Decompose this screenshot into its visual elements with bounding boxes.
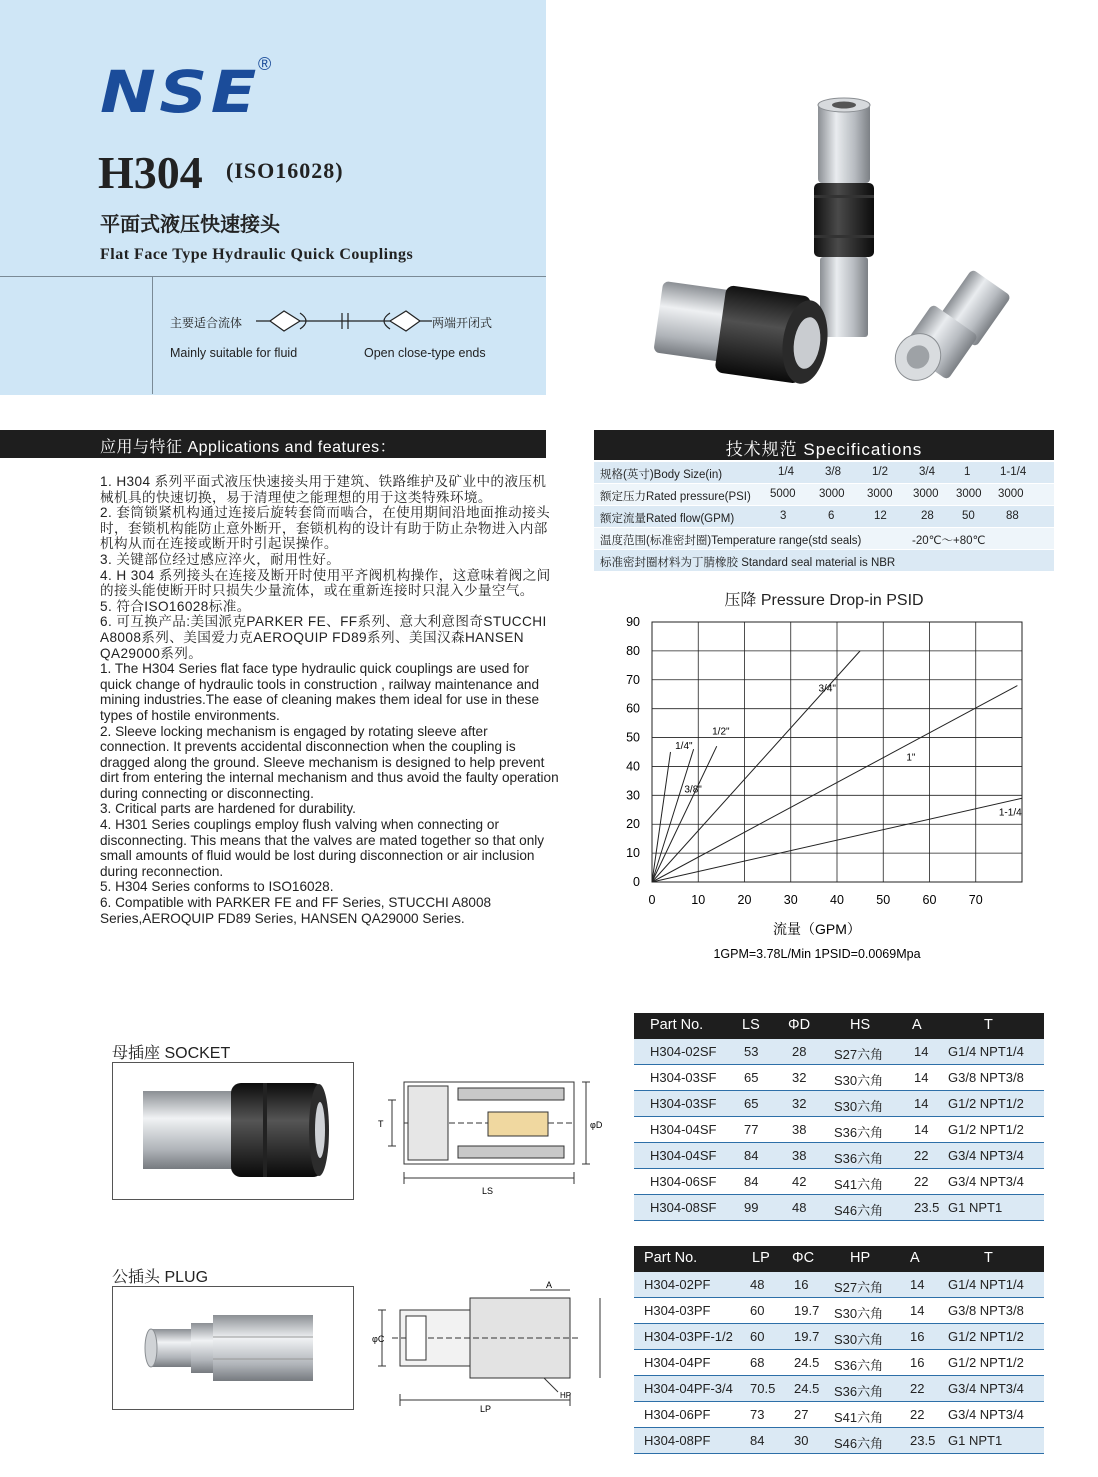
product-title-en: Flat Face Type Hydraulic Quick Couplings: [100, 246, 414, 263]
y-tick-label: 70: [626, 672, 640, 687]
socket-table-cell: S30六角: [834, 1073, 884, 1088]
socket-table-cell: 99: [744, 1200, 759, 1215]
spec-row: [594, 550, 1054, 572]
spec-row: [594, 484, 1054, 506]
y-tick-label: 50: [626, 730, 640, 745]
socket-table-row: [634, 1039, 1044, 1065]
plug-table-cell: H304-03PF: [644, 1303, 711, 1318]
a-dimension-label: A: [546, 1280, 553, 1290]
applications-item: 1. H304 系列平面式液压快速接头用于建筑、铁路维护及矿业中的液压机械机具的快速切换，易于清理使之能理想的用于这类特殊环境。: [100, 474, 547, 505]
plug-table-cell: G1/2 NPT1/2: [948, 1329, 1024, 1344]
x-tick-label: 40: [830, 893, 844, 907]
plug-table-cell: 30: [794, 1433, 809, 1448]
y-tick-label: 20: [626, 817, 640, 832]
socket-table-cell: S36六角: [834, 1125, 884, 1140]
plug-table-cell: 73: [750, 1407, 765, 1422]
plug-table-cell: S46六角: [834, 1436, 884, 1451]
socket-table-cell: 53: [744, 1044, 759, 1059]
socket-table-header: [634, 1013, 1044, 1039]
spec-value: 3000: [956, 488, 982, 500]
c-dimension-label: φC: [372, 1334, 385, 1344]
specifications-heading-bar: [594, 430, 1054, 460]
x-tick-label: 70: [968, 893, 983, 907]
applications-item: 6. 可互换产品:美国派克PARKER FE、FF系列、意大利意图奇STUCCHI A8008系列、美国爱力克AEROQUIP FD89系列、美国汉森HANSEN QA29000系列。: [100, 614, 547, 661]
socket-table-cell: S27六角: [834, 1047, 884, 1062]
socket-table-cell: 22: [914, 1174, 929, 1189]
plug-table-row: [634, 1298, 1044, 1324]
chart-title: 压降 Pressure Drop-in PSID: [724, 592, 924, 609]
spec-value: 3000: [913, 488, 939, 500]
plug-table-cell: 19.7: [794, 1303, 820, 1318]
applications-item: 5. H304 Series conforms to ISO16028.: [100, 879, 334, 895]
col-header: Part No.: [644, 1250, 698, 1266]
applications-item: 3. Critical parts are hardened for durability.: [100, 801, 356, 817]
spec-value: 5000: [770, 488, 796, 500]
fluid-label-en: Mainly suitable for fluid: [170, 346, 298, 360]
t-dimension-label: T: [378, 1119, 384, 1129]
spec-label: 规格(英寸)Body Size(in): [600, 469, 723, 481]
socket-table-cell: 32: [792, 1070, 807, 1085]
plug-table-cell: S36六角: [834, 1384, 884, 1399]
socket-table-cell: G1/2 NPT1/2: [948, 1122, 1024, 1137]
spec-value: 1: [964, 466, 971, 478]
x-tick-label: 10: [691, 893, 706, 907]
col-header: ΦC: [792, 1250, 815, 1266]
socket-table-cell: H304-08SF: [650, 1200, 717, 1215]
applications-text: [100, 474, 560, 926]
series-label: 1/2": [712, 726, 730, 738]
applications-item: 1. The H304 Series flat face type hydraulic quick couplings are used for quick change of hydraulic tools in construction , railway maintenance and mining industries.The ease of cleaning makes them ideal for use in these types of hostile environments.: [100, 661, 540, 723]
socket-table-cell: 14: [914, 1122, 929, 1137]
plug-table-header: [634, 1246, 1044, 1272]
plug-table-cell: H304-04PF-3/4: [644, 1381, 733, 1396]
y-tick-label: 90: [626, 615, 640, 629]
series-label: 1/4": [675, 741, 693, 753]
x-tick-label: 0: [648, 893, 656, 907]
y-tick-label: 40: [626, 759, 640, 774]
socket-table-cell: G1/4 NPT1/4: [948, 1044, 1024, 1059]
plug-table-cell: S41六角: [834, 1410, 884, 1425]
col-header: T: [984, 1017, 993, 1033]
spec-value: 3: [780, 510, 787, 522]
hp-dimension-label: HP: [560, 1391, 572, 1400]
standard-label: (ISO16028): [226, 158, 344, 183]
applications-heading: 应用与特征 Applications and features：: [100, 439, 397, 456]
socket-label: 母插座 SOCKET: [112, 1045, 231, 1062]
divider: [0, 276, 546, 277]
spec-value: -20℃～+80℃: [912, 535, 986, 547]
socket-table-cell: 65: [744, 1070, 759, 1085]
spec-label: 额定压力Rated pressure(PSI): [600, 491, 751, 503]
plug-table-cell: S36六角: [834, 1358, 884, 1373]
spec-row: [594, 506, 1054, 528]
ends-label-cn: 两端开闭式: [432, 316, 493, 330]
y-tick-label: 0: [633, 875, 640, 889]
socket-photo: [112, 1062, 354, 1200]
socket-table-row: [634, 1117, 1044, 1143]
socket-table-cell: 42: [792, 1174, 807, 1189]
plug-table-cell: 14: [910, 1303, 925, 1318]
socket-table-cell: H304-06SF: [650, 1174, 717, 1189]
spec-value: 3000: [867, 488, 893, 500]
x-tick-label: 60: [922, 893, 937, 907]
plug-table-cell: G1/4 NPT1/4: [948, 1277, 1024, 1292]
col-header: ΦD: [788, 1017, 811, 1033]
applications-heading-bar: [0, 430, 546, 458]
spec-row: [594, 528, 1054, 550]
plug-table-row: [634, 1376, 1044, 1402]
plug-table-cell: 60: [750, 1303, 765, 1318]
socket-table-cell: G3/8 NPT3/8: [948, 1070, 1024, 1085]
socket-table-cell: 84: [744, 1148, 759, 1163]
socket-table-row: [634, 1091, 1044, 1117]
col-header: Part No.: [650, 1017, 704, 1033]
plug-table-cell: H304-02PF: [644, 1277, 711, 1292]
y-tick-label: 60: [626, 701, 640, 716]
plug-table-cell: 23.5: [910, 1433, 936, 1448]
socket-table-row: [634, 1143, 1044, 1169]
spec-label: 额定流量Rated flow(GPM): [600, 513, 735, 525]
col-header: A: [910, 1250, 920, 1266]
spec-label: 温度范围(标准密封圈)Temperature range(std seals): [600, 535, 862, 547]
plug-photo: [112, 1286, 354, 1410]
applications-item: 5. 符合ISO16028标准。: [100, 598, 251, 614]
plug-label: 公插头 PLUG: [112, 1269, 209, 1286]
plug-table-cell: G3/4 NPT3/4: [948, 1381, 1024, 1396]
pressure-drop-chart: [604, 608, 1044, 978]
plug-table-cell: 19.7: [794, 1329, 820, 1344]
plug-table-cell: 16: [910, 1355, 925, 1370]
socket-table: [634, 1013, 1044, 1221]
plug-table-cell: H304-03PF-1/2: [644, 1329, 733, 1344]
socket-table-cell: 65: [744, 1096, 759, 1111]
spec-value: 1/2: [872, 466, 888, 478]
plug-table-cell: S27六角: [834, 1280, 884, 1295]
plug-table-cell: 16: [910, 1329, 925, 1344]
applications-item: 4. H 304 系列接头在连接及断开时使用平齐阀机构操作，这意味着阀之间的接头能使断开时只损失少量流体，或在重新连接时只混入少量空气。: [100, 567, 551, 599]
socket-table-cell: 14: [914, 1044, 929, 1059]
lp-dimension-label: LP: [480, 1404, 492, 1414]
registered-mark: ®: [258, 54, 272, 74]
socket-table-cell: 22: [914, 1148, 929, 1163]
plug-table-row: [634, 1350, 1044, 1376]
plug-table-cell: 24.5: [794, 1381, 820, 1396]
ends-label-en: Open close-type ends: [364, 346, 486, 360]
spec-note: 标准密封圈材料为丁腈橡胶 Standard seal material is NBR: [600, 557, 896, 569]
plug-table-cell: 68: [750, 1355, 765, 1370]
divider: [152, 276, 153, 394]
socket-table-cell: 23.5: [914, 1200, 940, 1215]
plug-table: [634, 1246, 1044, 1454]
applications-item: 2. 套筒锁紧机构通过连接后旋转套筒而啮合，在使用期间沿地面推动接头时，套锁机构能防止意外断开，套锁机构的设计有助于防止杂物进入内部机构从而在连接或断开时引起误操作。: [100, 505, 551, 552]
socket-table-cell: G1 NPT1: [948, 1200, 1003, 1215]
col-header: A: [912, 1017, 922, 1033]
applications-list-cn: [100, 474, 560, 661]
col-header: T: [984, 1250, 993, 1266]
specifications-heading: 技术规范 Specifications: [725, 440, 923, 459]
specifications-table: [594, 462, 1054, 572]
socket-table-cell: S41六角: [834, 1177, 884, 1192]
plug-table-cell: 16: [794, 1277, 809, 1292]
socket-table-cell: G3/4 NPT3/4: [948, 1174, 1024, 1189]
y-tick-label: 10: [626, 846, 640, 861]
socket-table-row: [634, 1195, 1044, 1221]
socket-table-cell: H304-03SF: [650, 1096, 717, 1111]
model-number: H304: [98, 147, 203, 198]
plug-table-cell: 22: [910, 1407, 925, 1422]
plug-table-cell: 14: [910, 1277, 925, 1292]
socket-drawing: [378, 1072, 603, 1200]
col-header: HP: [850, 1250, 871, 1266]
plug-table-cell: H304-06PF: [644, 1407, 711, 1422]
fluid-label-cn: 主要适合流体: [170, 316, 243, 330]
plug-table-cell: 60: [750, 1329, 765, 1344]
y-tick-label: 80: [626, 643, 640, 658]
plug-table-cell: H304-08PF: [644, 1433, 711, 1448]
socket-table-cell: H304-03SF: [650, 1070, 717, 1085]
x-tick-label: 50: [876, 893, 891, 907]
socket-table-cell: 32: [792, 1096, 807, 1111]
spec-value: 3/8: [825, 466, 841, 478]
socket-table-cell: 14: [914, 1070, 929, 1085]
series-label: 1-1/4: [998, 807, 1022, 819]
socket-table-cell: H304-04SF: [650, 1148, 717, 1163]
product-title-cn: 平面式液压快速接头: [100, 212, 280, 236]
plug-table-cell: H304-04PF: [644, 1355, 711, 1370]
plug-table-cell: G1/2 NPT1/2: [948, 1355, 1024, 1370]
spec-value: 1/4: [778, 466, 794, 478]
plug-table-cell: 27: [794, 1407, 809, 1422]
spec-value: 3000: [819, 488, 845, 500]
plug-table-cell: G3/8 NPT3/8: [948, 1303, 1024, 1318]
col-header: LP: [752, 1250, 770, 1266]
spec-value: 6: [828, 510, 835, 522]
plug-table-row: [634, 1428, 1044, 1454]
socket-table-cell: S46六角: [834, 1203, 884, 1218]
socket-table-cell: S30六角: [834, 1099, 884, 1114]
socket-table-cell: 84: [744, 1174, 759, 1189]
socket-table-cell: 77: [744, 1122, 759, 1137]
product-photo: [650, 95, 1060, 385]
plug-table-cell: S30六角: [834, 1306, 884, 1321]
applications-list-en: [100, 661, 560, 926]
brand-logo: NSE: [100, 58, 260, 126]
socket-table-cell: 48: [792, 1200, 807, 1215]
col-header: HS: [850, 1017, 871, 1033]
y-tick-label: 30: [626, 788, 640, 803]
spec-value: 28: [921, 510, 934, 522]
plug-table-cell: 48: [750, 1277, 765, 1292]
applications-item: 2. Sleeve locking mechanism is engaged by rotating sleeve after connection. It prevents accidental disconnection when the coupling is dragged along the ground. Sleeve mechanism is designed to help prevent dirt from entering the internal mechanism and thus avoid the faulty operation during connecting or disconnecting.: [100, 723, 559, 801]
socket-table-cell: 38: [792, 1122, 807, 1137]
spec-value: 50: [962, 510, 975, 522]
plug-table-row: [634, 1272, 1044, 1298]
unit-note: 1GPM=3.78L/Min 1PSID=0.0069Mpa: [713, 947, 921, 961]
spec-value: 88: [1006, 510, 1019, 522]
plug-table-cell: 70.5: [750, 1381, 776, 1396]
x-tick-label: 30: [783, 893, 798, 907]
series-label: 3/4": [818, 683, 836, 695]
col-header: LS: [742, 1017, 760, 1033]
ls-dimension-label: LS: [482, 1186, 494, 1196]
socket-table-cell: G3/4 NPT3/4: [948, 1148, 1024, 1163]
socket-table-cell: G1/2 NPT1/2: [948, 1096, 1024, 1111]
spec-row: [594, 462, 1054, 484]
socket-table-cell: 38: [792, 1148, 807, 1163]
plug-drawing: [372, 1282, 592, 1414]
plug-table-cell: G3/4 NPT3/4: [948, 1407, 1024, 1422]
socket-table-row: [634, 1169, 1044, 1195]
plug-table-cell: G1 NPT1: [948, 1433, 1003, 1448]
plug-table-cell: 24.5: [794, 1355, 820, 1370]
plug-table-cell: S30六角: [834, 1332, 884, 1347]
socket-table-cell: 14: [914, 1096, 929, 1111]
d-dimension-label: φD: [590, 1120, 603, 1130]
x-tick-label: 20: [737, 893, 752, 907]
plug-table-row: [634, 1402, 1044, 1428]
spec-value: 3000: [998, 488, 1024, 500]
series-label: 3/8": [684, 784, 702, 796]
plug-table-cell: 22: [910, 1381, 925, 1396]
applications-item: 6. Compatible with PARKER FE and FF Series, STUCCHI A8008 Series,AEROQUIP FD89 Series, HANSEN QA29000 Series.: [100, 895, 492, 926]
socket-table-cell: S36六角: [834, 1151, 884, 1166]
applications-item: 3. 关键部位经过感应淬火，耐用性好。: [100, 551, 341, 567]
socket-table-cell: H304-02SF: [650, 1044, 717, 1059]
applications-item: 4. H301 Series couplings employ flush valving when connecting or disconnecting. This means that the valves are mated together so that only small amounts of fluid would be lost during disconnection or air inclusion during reconnection.: [100, 817, 545, 879]
spec-value: 1-1/4: [1000, 466, 1027, 478]
spec-value: 3/4: [919, 466, 935, 478]
socket-table-cell: 28: [792, 1044, 807, 1059]
socket-table-row: [634, 1065, 1044, 1091]
x-axis-label: 流量（GPM）: [773, 921, 861, 937]
spec-value: 12: [874, 510, 887, 522]
plug-table-cell: 84: [750, 1433, 765, 1448]
socket-table-cell: H304-04SF: [650, 1122, 717, 1137]
plug-table-row: [634, 1324, 1044, 1350]
series-label: 1": [906, 752, 916, 764]
coupling-symbol-icon: [256, 304, 432, 338]
